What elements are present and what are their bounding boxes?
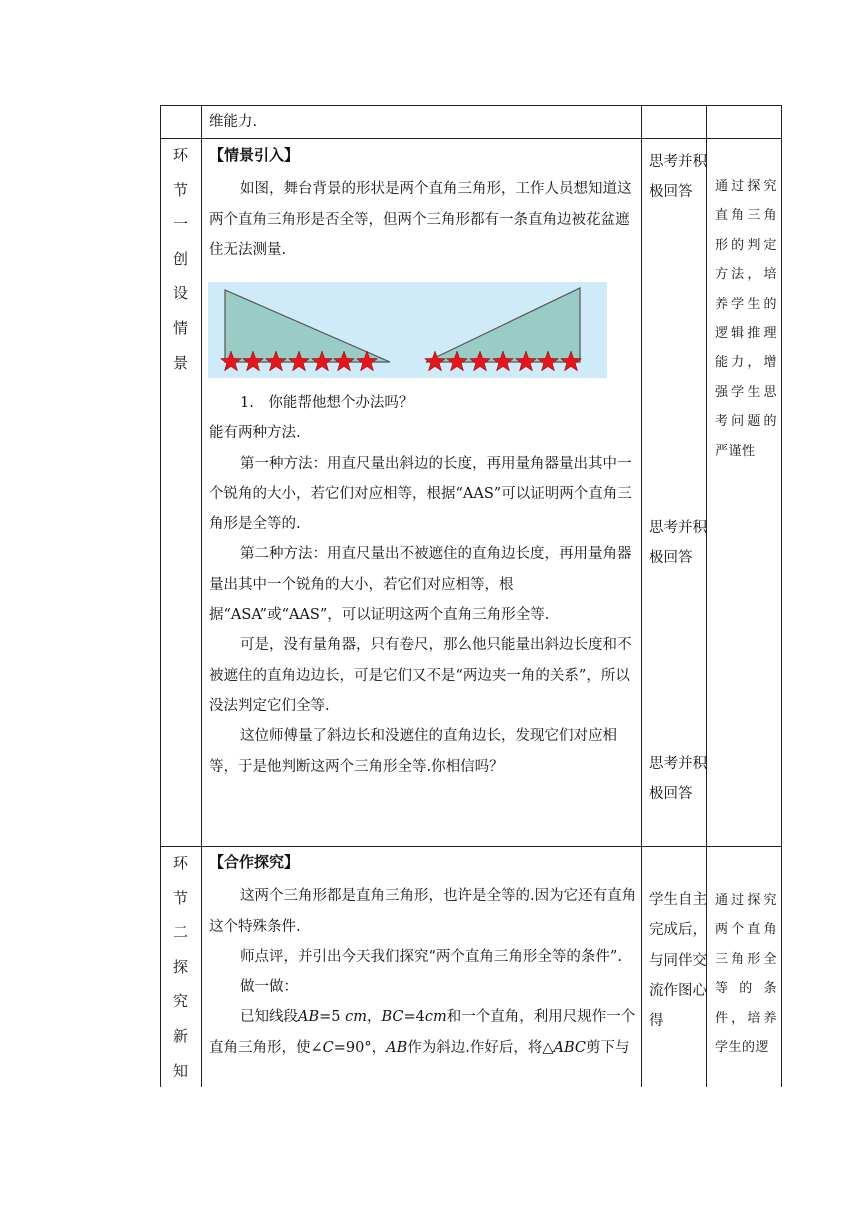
student-activity: 思考并积极回答: [649, 520, 707, 567]
paragraph: 能有两种方法.: [209, 425, 301, 442]
paragraph: 可是，没有量角器，只有卷尺，那么他只能量出斜边长度和不被遮住的直角边边长，可是它们又不是“两边夹一角的关系”，所以没法判定它们全等.: [209, 637, 632, 714]
paragraph: 师点评，并引出今天我们探究“两个直角三角形全等的条件”.: [240, 948, 622, 965]
paragraph: 第二种方法：用直尺量出不被遮住的直角边长度，再用量角器量出其中一个锐角的大小，若它们对应相等，根据“ASA”或“AAS”，可以证明这两个直角三角形全等.: [209, 546, 632, 624]
design-intent: 通过探究两个直角三角形全等的条件，培养学生的逻: [715, 893, 777, 1056]
question-1: 1. 你能帮他想个办法吗？: [240, 395, 414, 411]
lesson-plan-table: [160, 105, 782, 1087]
paragraph: 做一做：: [240, 979, 298, 996]
section1-heading: 【情景引入】: [209, 146, 300, 164]
student-activity: 学生自主完成后，与同伴交流作图心得: [649, 892, 707, 1030]
row-divider: [160, 138, 782, 139]
table-border-top: [160, 105, 782, 106]
student-activity: 思考并积极回答: [649, 154, 707, 201]
paragraph: 已知线段AB=5 cm，BC=4cm和一个直角，利用尺规作一个直角三角形，使∠C=90°，AB作为斜边.作好后，将△ABC剪下与: [209, 1009, 636, 1056]
col-divider: [201, 105, 202, 1087]
section1-label: 环 节 一 创 设 情 景: [172, 146, 188, 372]
paragraph: 这两个三角形都是直角三角形，也许是全等的.因为它还有直角这个特殊条件.: [209, 888, 637, 935]
section1-discussion: [209, 388, 641, 782]
design-intent: 通过探究直角三角形的判定方法，培养学生的逻辑推理能力，增强学生思考问题的严谨性: [715, 179, 777, 459]
paragraph: 第一种方法：用直尺量出斜边的长度，再用量角器量出其中一个锐角的大小，若它们对应相等，根据“AAS”可以证明两个直角三角形是全等的.: [209, 455, 632, 533]
student-activity: 思考并积极回答: [649, 756, 707, 803]
paragraph: 这位师傅量了斜边长和没遮住的直角边长，发现它们对应相等，于是他判断这两个三角形全等.你相信吗？: [209, 728, 617, 775]
triangles-illustration: [208, 282, 607, 378]
col-divider: [641, 105, 642, 1087]
left-right-triangle: [225, 290, 390, 362]
section2-label: 环 节 二 探 究 新 知: [172, 854, 188, 1080]
section2-content: [209, 847, 641, 1063]
stage-triangles-figure: [208, 282, 607, 378]
row0-text: 维能力.: [209, 114, 258, 130]
section2-heading: 【合作探究】: [209, 853, 300, 871]
col-divider: [781, 105, 782, 1087]
section1-content: [209, 140, 641, 265]
paragraph: 如图，舞台背景的形状是两个直角三角形，工作人员想知道这两个直角三角形是否全等，但两个三角形都有一条直角边被花盆遮住无法测量.: [209, 181, 632, 258]
